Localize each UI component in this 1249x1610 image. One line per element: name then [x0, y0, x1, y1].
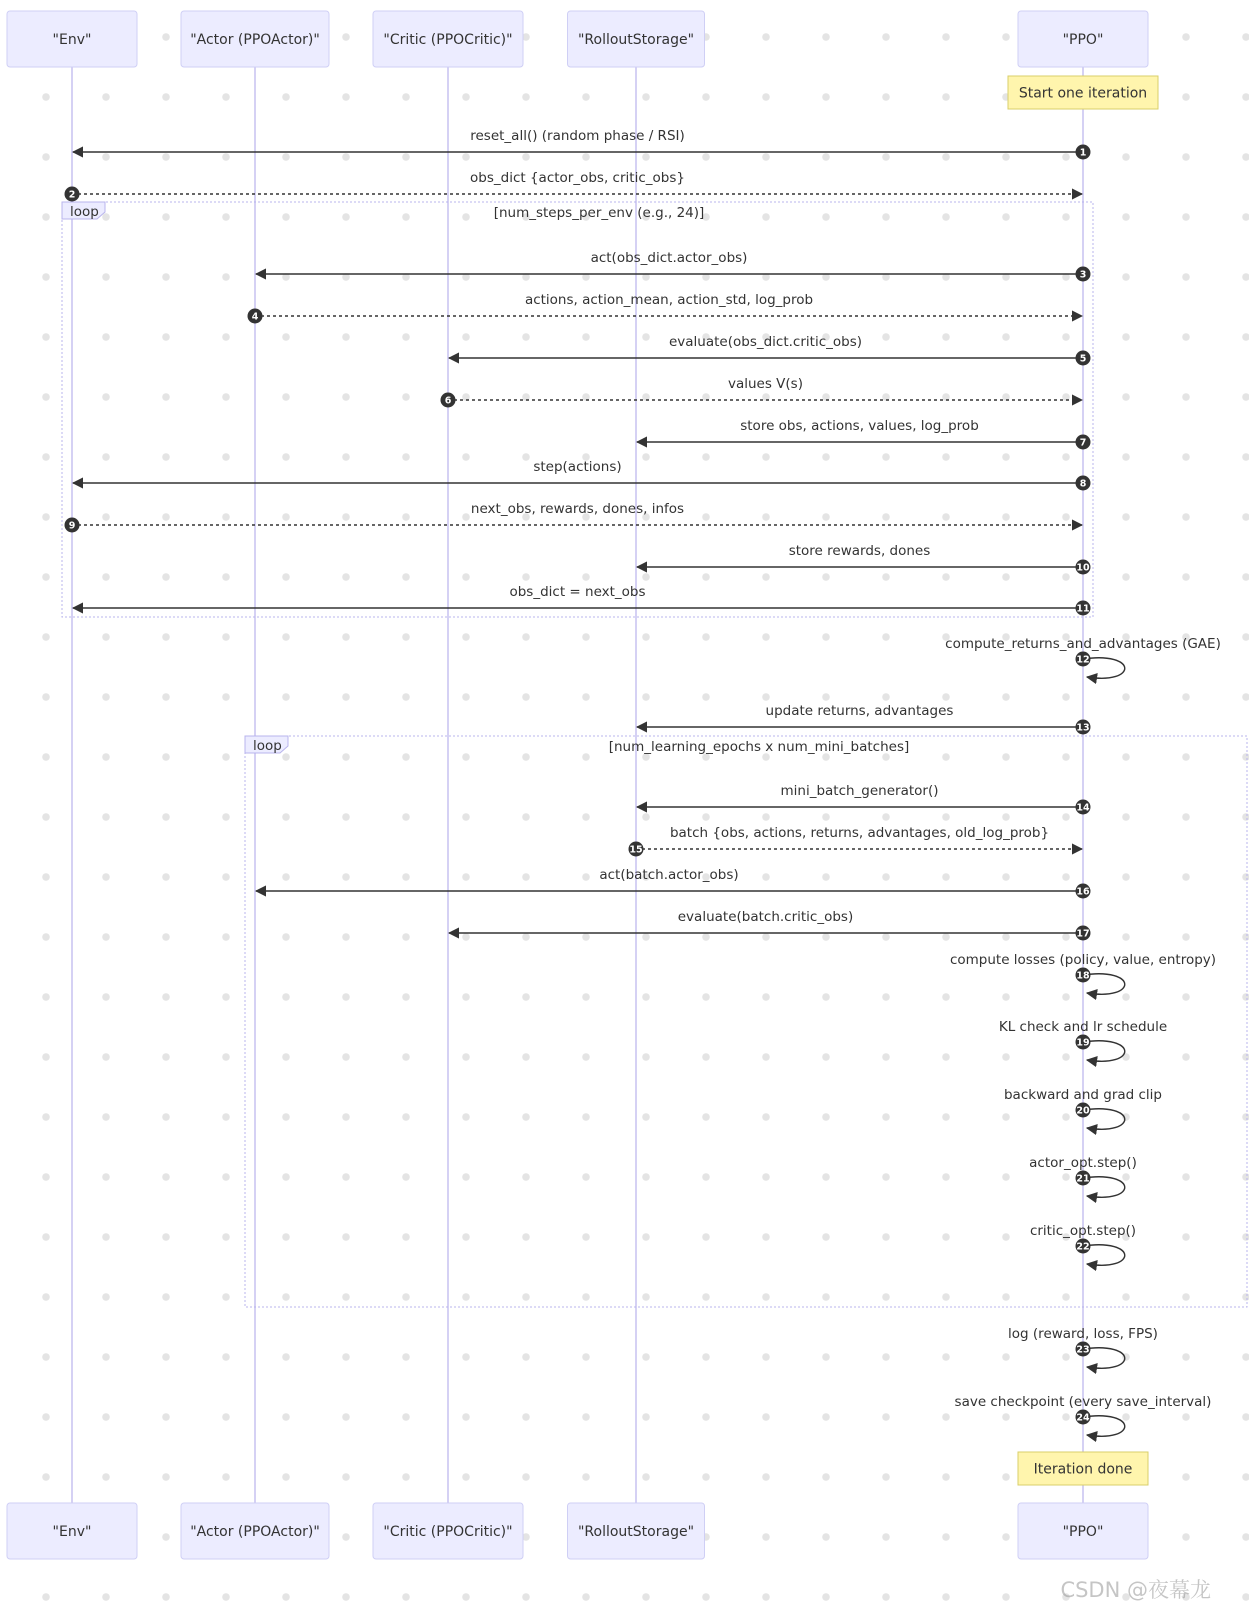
message-6 — [441, 376, 1083, 408]
message-label: store obs, actions, values, log_prob — [740, 418, 979, 434]
sequence-number: 21 — [1076, 1173, 1090, 1185]
sequence-number: 14 — [1076, 802, 1090, 814]
actor-label-critic: "Critic (PPOCritic)" — [383, 1524, 513, 1540]
message-2 — [65, 170, 1083, 202]
sequence-number: 5 — [1079, 353, 1087, 365]
loop-label: loop — [253, 738, 282, 754]
sequence-number: 8 — [1079, 478, 1087, 490]
actor-box-critic-bottom — [373, 1503, 523, 1559]
message-17 — [449, 909, 1091, 941]
actor-label-rollout: "RolloutStorage" — [577, 1524, 695, 1540]
actor-label-env: "Env" — [52, 32, 92, 48]
note-text-done: Iteration done — [1033, 1461, 1133, 1478]
sequence-number: 11 — [1076, 603, 1090, 615]
message-14 — [637, 783, 1091, 815]
message-label: values V(s) — [727, 376, 804, 392]
actor-label-ppo: "PPO" — [1062, 1524, 1104, 1540]
sequence-number: 17 — [1076, 928, 1090, 940]
note-start — [1008, 76, 1158, 109]
message-10 — [637, 543, 1091, 575]
sequence-number: 15 — [629, 844, 643, 856]
sequence-number: 9 — [68, 520, 76, 532]
note-text-start: Start one iteration — [1018, 85, 1148, 102]
message-16 — [256, 867, 1091, 899]
note-done — [1018, 1452, 1148, 1485]
loop-condition: [num_steps_per_env (e.g., 24)] — [493, 205, 705, 221]
message-label: act(batch.actor_obs) — [599, 867, 739, 883]
message-15 — [629, 825, 1083, 857]
loop-label: loop — [70, 204, 99, 220]
message-11 — [73, 584, 1091, 616]
actor-box-actor-bottom — [181, 1503, 329, 1559]
message-label: act(obs_dict.actor_obs) — [590, 250, 748, 266]
message-3 — [256, 250, 1091, 282]
sequence-number: 22 — [1076, 1241, 1090, 1253]
message-13 — [637, 703, 1091, 735]
message-label: store rewards, dones — [788, 543, 931, 559]
message-label: batch {obs, actions, returns, advantages, old_log_prob} — [669, 825, 1050, 841]
sequence-number: 4 — [251, 311, 259, 323]
message-label: compute losses (policy, value, entropy) — [949, 952, 1217, 968]
message-label: mini_batch_generator() — [780, 783, 939, 799]
actor-box-actor-top — [181, 11, 329, 67]
message-label: backward and grad clip — [1003, 1087, 1163, 1103]
message-label: actor_opt.step() — [1029, 1155, 1137, 1171]
sequence-number: 10 — [1076, 562, 1090, 574]
message-8 — [73, 459, 1091, 491]
message-7 — [637, 418, 1091, 450]
actor-box-env-top — [7, 11, 137, 67]
actor-box-critic-top — [373, 11, 523, 67]
sequence-number: 13 — [1076, 722, 1090, 734]
sequence-number: 18 — [1076, 970, 1090, 982]
actor-box-rollout-bottom — [568, 1503, 705, 1559]
actor-label-actor: "Actor (PPOActor)" — [190, 1524, 320, 1540]
message-label: compute_returns_and_advantages (GAE) — [945, 636, 1221, 652]
sequence-number: 2 — [68, 189, 76, 201]
sequence-number: 24 — [1076, 1412, 1090, 1424]
message-5 — [449, 334, 1091, 366]
loop-frame-rollout-loop — [62, 202, 1093, 617]
message-label: reset_all() (random phase / RSI) — [470, 128, 685, 144]
sequence-number: 6 — [444, 395, 452, 407]
message-label: obs_dict {actor_obs, critic_obs} — [470, 170, 685, 186]
actor-box-ppo-bottom — [1018, 1503, 1148, 1559]
message-label: KL check and lr schedule — [998, 1019, 1168, 1035]
loop-condition: [num_learning_epochs x num_mini_batches] — [608, 739, 910, 755]
actor-box-env-bottom — [7, 1503, 137, 1559]
message-label: evaluate(obs_dict.critic_obs) — [668, 334, 863, 350]
actor-label-critic: "Critic (PPOCritic)" — [383, 32, 513, 48]
sequence-number: 23 — [1076, 1344, 1090, 1356]
sequence-number: 16 — [1076, 886, 1090, 898]
message-1 — [73, 128, 1091, 160]
message-9 — [65, 501, 1083, 533]
sequence-number: 7 — [1079, 437, 1087, 449]
message-label: step(actions) — [533, 459, 622, 475]
message-label: update returns, advantages — [765, 703, 954, 719]
message-label: save checkpoint (every save_interval) — [954, 1394, 1212, 1410]
actor-label-actor: "Actor (PPOActor)" — [190, 32, 320, 48]
sequence-number: 20 — [1076, 1105, 1090, 1117]
message-label: evaluate(batch.critic_obs) — [677, 909, 854, 925]
message-label: next_obs, rewards, dones, infos — [470, 501, 685, 517]
actor-box-rollout-top — [568, 11, 705, 67]
message-label: actions, action_mean, action_std, log_prob — [524, 292, 814, 308]
watermark: CSDN @夜幕龙 — [1060, 1578, 1211, 1602]
actor-box-ppo-top — [1018, 11, 1148, 67]
sequence-number: 12 — [1076, 654, 1090, 666]
message-label: log (reward, loss, FPS) — [1008, 1326, 1158, 1342]
message-label: critic_opt.step() — [1029, 1223, 1137, 1239]
actor-label-env: "Env" — [52, 1524, 92, 1540]
message-label: obs_dict = next_obs — [509, 584, 646, 600]
sequence-number: 1 — [1079, 147, 1087, 159]
actor-label-rollout: "RolloutStorage" — [577, 32, 695, 48]
actor-label-ppo: "PPO" — [1062, 32, 1104, 48]
message-4 — [248, 292, 1083, 324]
sequence-number: 3 — [1079, 269, 1087, 281]
sequence-number: 19 — [1076, 1037, 1090, 1049]
